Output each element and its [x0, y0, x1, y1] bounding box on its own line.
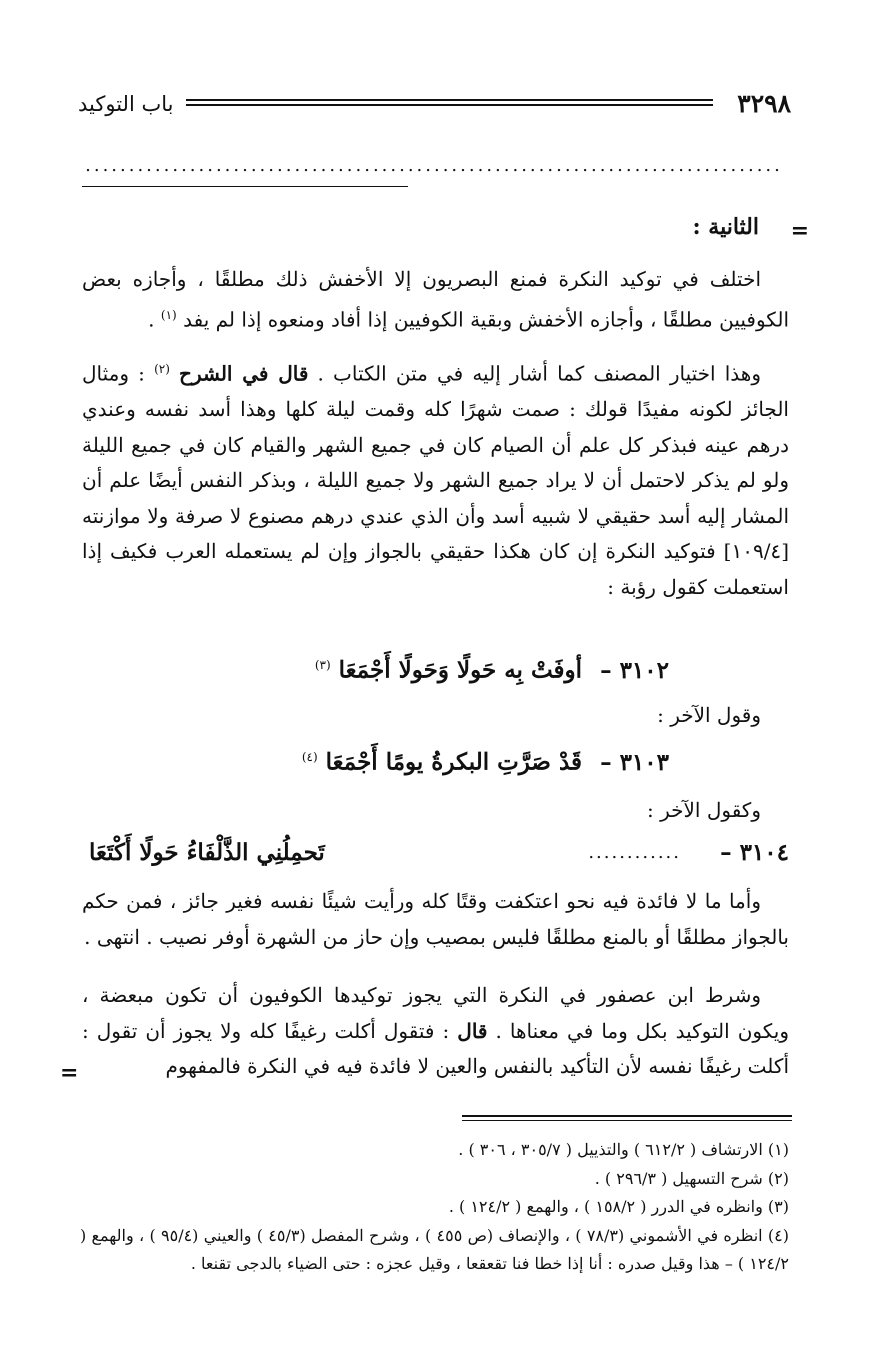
verse-number: ٣١٠٢ – — [600, 656, 669, 684]
verse-elision-dots: ............ — [588, 842, 681, 863]
paragraph-4-text-a: وشرط ابن عصفور في النكرة التي يجوز توكيدها الكوفيون أن تكون مبعضة ، ويكون التوكيد بكل وما في معناها . — [82, 983, 790, 1043]
caption-1: وقول الآخر : — [657, 703, 761, 727]
paragraph-4-bold: قال — [457, 1018, 488, 1043]
footnote-2: (٢) شرح التسهيل ( ٢٩٦/٣ ) . — [594, 1168, 789, 1188]
paragraph-4 — [82, 978, 789, 1085]
verse-text: أوفَتْ بِه حَولًا وَحَولًا أَجْمَعَا — [338, 656, 583, 684]
verse-3103 — [302, 740, 669, 780]
page-number: ٣٢٩٨ — [737, 89, 791, 118]
page-header — [78, 86, 791, 126]
continuation-rule — [82, 186, 408, 187]
continuation-mark-bottom: = — [60, 1060, 79, 1086]
footnote-3: (٣) وانظره في الدرر ( ١٥٨/٢ ) ، والهمع ( ١٢٤/٢ ) . — [448, 1197, 789, 1216]
paragraph-2-text-b: : ومثال الجائز لكونه مفيدًا قولك : صمت شهرًا كله وقمت ليلة كلها وهذا أسد نفسه وعندي درهم عينه فبذكر كل علم أن الصيام كان في جميع الشهر والقيام كان في جميع الليلة ولو لم يذكر لاحتمل أن لا يراد جميع الشهر ولا جميع الليلة ، وبذكر النفس أيضًا علم أن المشار إليه أسد حقيقي لا شبيه أسد وأن الذي عندي درهم مصنوع لا صرفة ولا موازنته [١٠٩/٤] فتوكيد النكرة إن كان هكذا حقيقي بالجواز وإن لم يستعمله العرب فكيف إذا استعملت كقول رؤبة : — [82, 361, 789, 599]
footnotes — [80, 1136, 789, 1279]
paragraph-4-text-b: : فتقول أكلت رغيفًا كله ولا يجوز أن تقول : أكلت رغيفًا نفسه لأن التأكيد بالنفس والعين لا فائدة فيه في النكرة فالمفهوم — [82, 1018, 789, 1078]
paragraph-3-text: وأما ما لا فائدة فيه نحو اعتكفت وقتًا كله ورأيت شيئًا نفسه فغير جائز ، فمن حكم بالجواز مطلقًا أو بالمنع مطلقًا فليس بمصيب وإن حاز من الشهرة أوفر نصيب . انتهى . — [82, 889, 789, 949]
verse-number: ٣١٠٣ – — [600, 748, 669, 776]
footnote-ref-2: (٢) — [154, 362, 170, 376]
footnote-ref-4: (٤) — [301, 750, 318, 764]
paragraph-1-text: اختلف في توكيد النكرة فمنع البصريون إلا الأخفش ذلك مطلقًا ، وأجازه بعض الكوفيين مطلقًا ، وأجازه الأخفش وبقية الكوفيين إذا أفاد ومنعوه إذا لم يفد — [82, 267, 789, 332]
footnote-ref-1: (١) — [160, 307, 177, 322]
footnote-1: (١) الارتشاف ( ٦١٢/٢ ) والتذييل ( ٣٠٥/٧ ، ٣٠٦ ) . — [458, 1140, 789, 1159]
chapter-title: باب التوكيد — [78, 92, 174, 116]
header-double-rule — [186, 99, 713, 106]
section-title: الثانية : — [692, 214, 759, 240]
paragraph-2-text-a: وهذا اختيار المصنف كما أشار إليه في متن الكتاب . — [308, 361, 762, 386]
verse-text: تَحمِلُنِي الذَّلْفَاءُ حَولًا أَكْتَعَا — [89, 839, 325, 866]
footnote-ref-3: (٣) — [314, 658, 331, 672]
paragraph-3 — [82, 884, 789, 955]
footnote-4: (٤) انظره في الأشموني (٧٨/٣ ) ، والإنصاف (ص ٤٥٥ ) ، وشرح المفصل (٤٥/٣ ) والعيني (٩٥/٤ ) ، والهمع ( ١٢٤/٢ ) – هذا وقيل صدره : أنا إذا خطا فنا تقعقعا ، وقيل عجزه : حتى الضياء بالدجى تقنعا . — [80, 1225, 789, 1273]
footnote-separator — [462, 1115, 792, 1121]
continuation-mark-top: = — [790, 218, 809, 244]
verse-number: ٣١٠٤ – — [720, 839, 789, 866]
continuation-dots: ................................................................................ — [85, 156, 783, 176]
paragraph-1-end: . — [148, 307, 161, 332]
paragraph-2 — [82, 352, 789, 605]
verse-3102 — [315, 648, 669, 688]
caption-2: وكقول الآخر : — [647, 798, 761, 822]
verse-text: قَدْ صَرَّتِ البكرةُ يومًا أَجْمَعَا — [325, 748, 583, 776]
paragraph-2-bold: قال في الشرح — [179, 361, 309, 386]
paragraph-1 — [82, 262, 789, 338]
